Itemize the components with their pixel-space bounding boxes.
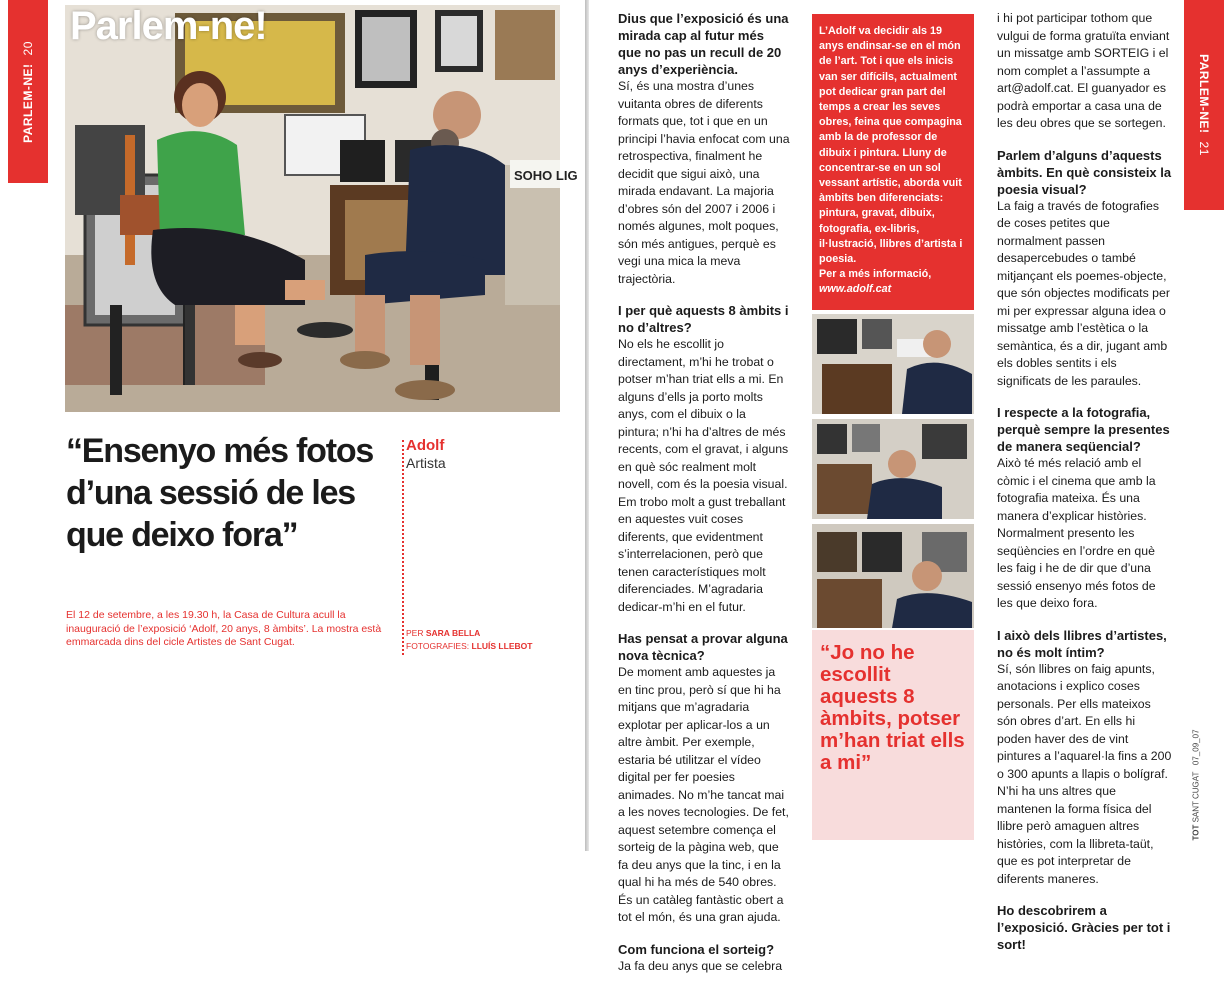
credits <box>406 627 532 653</box>
question: Dius que l’exposició és una mirada cap al futur més que no pas un recull de 20 anys d’experiència. <box>618 11 789 77</box>
answer: Sí, és una mostra d’unes vuitanta obres de diferents formats que, tot i que en un principi l’havia enfocat com una retrospectiva, finalment he decidit que sigui això, una mirada endavant. La majoria d’obres són del 2007 i 2006 i només algunes, molt poques, són més antigues, perquè es vegi una mica la meva trajectòria. <box>618 79 790 286</box>
question: I respecte a la fotografia, perquè sempre la presentes de manera seqüencial? <box>997 405 1170 454</box>
question: I això dels llibres d’artistes, no és molt íntim? <box>997 627 1167 660</box>
qa-block <box>618 630 790 927</box>
question: I per què aquests 8 àmbits i no d’altres? <box>618 303 789 335</box>
answer: Això té més relació amb el còmic i el cinema que amb la fotografia mateixa. És una manera d’explicar històries. Normalment presento les seqüències en l’ordre en què les faig i he de dir que d’una sessió ensenyo més fotos de les que deixo fora. <box>997 456 1156 610</box>
interview-photo-illustration <box>65 5 578 412</box>
left-page <box>0 0 585 851</box>
photographer-name: LLUÍS LLEBOT <box>471 641 533 651</box>
question: Ho descobrirem a l’exposició. Gràcies per tot i sort! <box>997 903 1171 952</box>
page-number: 21 <box>1197 141 1211 156</box>
question: Has pensat a provar alguna nova tècnica? <box>618 631 788 663</box>
qa-block <box>997 10 1172 133</box>
qa-block <box>618 302 790 616</box>
bio-text: L’Adolf va decidir als 19 anys endinsar-se en el món de l’art. Tot i que els inicis van ser difícils, actualment pot dedicar gran part del temps a crear les seves obres, feina que compagina amb la de professor de dibuix i pintura. Lluny de concentrar-se en un sol vessant artístic, aborda vuit àmbits ben diferenciats: pintura, gravat, dibuix, fotografia, ex-libris, il·lustració, llibres d’artista i poesia. <box>819 25 963 266</box>
author-label: PER <box>406 628 424 638</box>
photo-section-title: Parlem-ne! <box>70 4 267 48</box>
qa-block <box>618 941 790 976</box>
qa-block <box>997 902 1172 953</box>
author-name: SARA BELLA <box>425 628 481 638</box>
answer: Ja fa deu anys que se celebra <box>618 958 783 973</box>
publication-name-rest: SANT CUGAT <box>1191 771 1201 823</box>
photo-label: FOTOGRAFIES: <box>406 641 470 651</box>
more-info-label: Per a més informació, <box>819 268 932 281</box>
footer-publication <box>1192 729 1201 840</box>
headline: “Ensenyo més fotos d’una sessió de les que deixo fora” <box>66 432 374 554</box>
pull-quote-box <box>812 630 974 840</box>
interview-column-2 <box>997 10 1172 953</box>
section-tab-label: PARLEM-NE! <box>1197 54 1211 134</box>
issue-date: 07_09_07 <box>1191 729 1201 766</box>
answer: La faig a través de fotografies de coses petites que normalment passen desapercebudes o també mitjançant els poemes-objecte, que són objectes modificats per mi per expressar alguna idea o missatge amb l’estètica o la semàntica, és a dir, jugant amb els dobles sentits i els significats de les paraules. <box>997 198 1170 388</box>
question: Parlem d’alguns d’aquests àmbits. En què consisteix la poesia visual? <box>997 147 1172 197</box>
qa-block <box>997 147 1172 391</box>
mini-photo-2 <box>812 419 974 519</box>
mini-photo-1 <box>812 314 974 414</box>
interview-column-1 <box>618 10 790 989</box>
section-tab-right <box>1184 0 1224 210</box>
pull-quote: “Jo no he escollit aquests 8 àmbits, potser m’han triat ells a mi” <box>820 641 965 774</box>
section-tab-label: PARLEM-NE! <box>21 62 35 143</box>
mini-photo-3 <box>812 524 974 628</box>
qa-block <box>618 10 790 288</box>
answer: i hi pot participar tothom que vulgui de forma gratuïta enviant un missatge amb SORTEIG i el nom complet a l’assumpte a art@adolf.cat. El guanyador es podrà emportar a casa una de les deu obres que se sortegen. <box>997 11 1170 130</box>
answer: De moment amb aquestes ja en tinc prou, però sí que hi ha mitjans que m’agradaria explotar per aplicar-los a un altre àmbit. Per exemple, estaria bé utilitzar el vídeo digital per fer poesies animades. No m’he tancat mai a les noves tecnologies. De fet, aquest setembre comença el sorteig de la pàgina web, que fa deu anys que la tinc, i en la qual hi ha més de 540 obres. És un catàleg fantàstic obert a tot el món, és una gran ajuda. <box>618 665 789 924</box>
intro-paragraph: El 12 de setembre, a les 19.30 h, la Casa de Cultura acull la inauguració de l’exposició ‘Adolf, 20 anys, 8 àmbits’. La mostra està emmarcada dins del cicle Artistes de Sant Cugat. <box>66 609 382 648</box>
answer: Sí, són llibres on faig apunts, anotacions i explico coses personals. Per ells mateixos són obres d’art. En ells hi poden haver des de vint pintures a l’aquarel·la fins a 200 o 300 apunts a llapis o bolígraf. N’hi ha uns altres que mantenen la forma física del llibre però amaguen altres històries, com la llibreta-taüt, que es pot interpretar de diferents maneres. <box>997 661 1172 886</box>
bio-box <box>812 14 974 310</box>
photo-sign-text: SOHO LIG <box>514 168 578 183</box>
answer: No els he escollit jo directament, m’hi he trobat o potser m’han triat ells a mi. En alguns d’ells ja porto molts anys, com el dibuix o la pintura; n’hi ha d’altres de més recents, com el gravat, i alguns en què sóc realment molt novell, com és la poesia visual. Em trobo molt a gust treballant en aquestes vuit coses diferents, que evidentment s’interrelacionen, però que tenen característiques molt diferenciades. M’agradaria dedicar-m’hi en el futur. <box>618 337 789 614</box>
section-tab-left <box>8 0 48 183</box>
question: Com funciona el sorteig? <box>618 941 775 957</box>
qa-block <box>997 627 1172 889</box>
dotted-divider <box>402 440 404 655</box>
page-number: 20 <box>21 40 35 55</box>
qa-block <box>997 404 1172 613</box>
publication-name: TOT <box>1191 824 1201 841</box>
person-role: Artista <box>406 455 446 471</box>
person-name: Adolf <box>406 437 445 454</box>
interview-photo <box>65 5 578 412</box>
website-link[interactable]: www.adolf.cat <box>819 283 892 296</box>
